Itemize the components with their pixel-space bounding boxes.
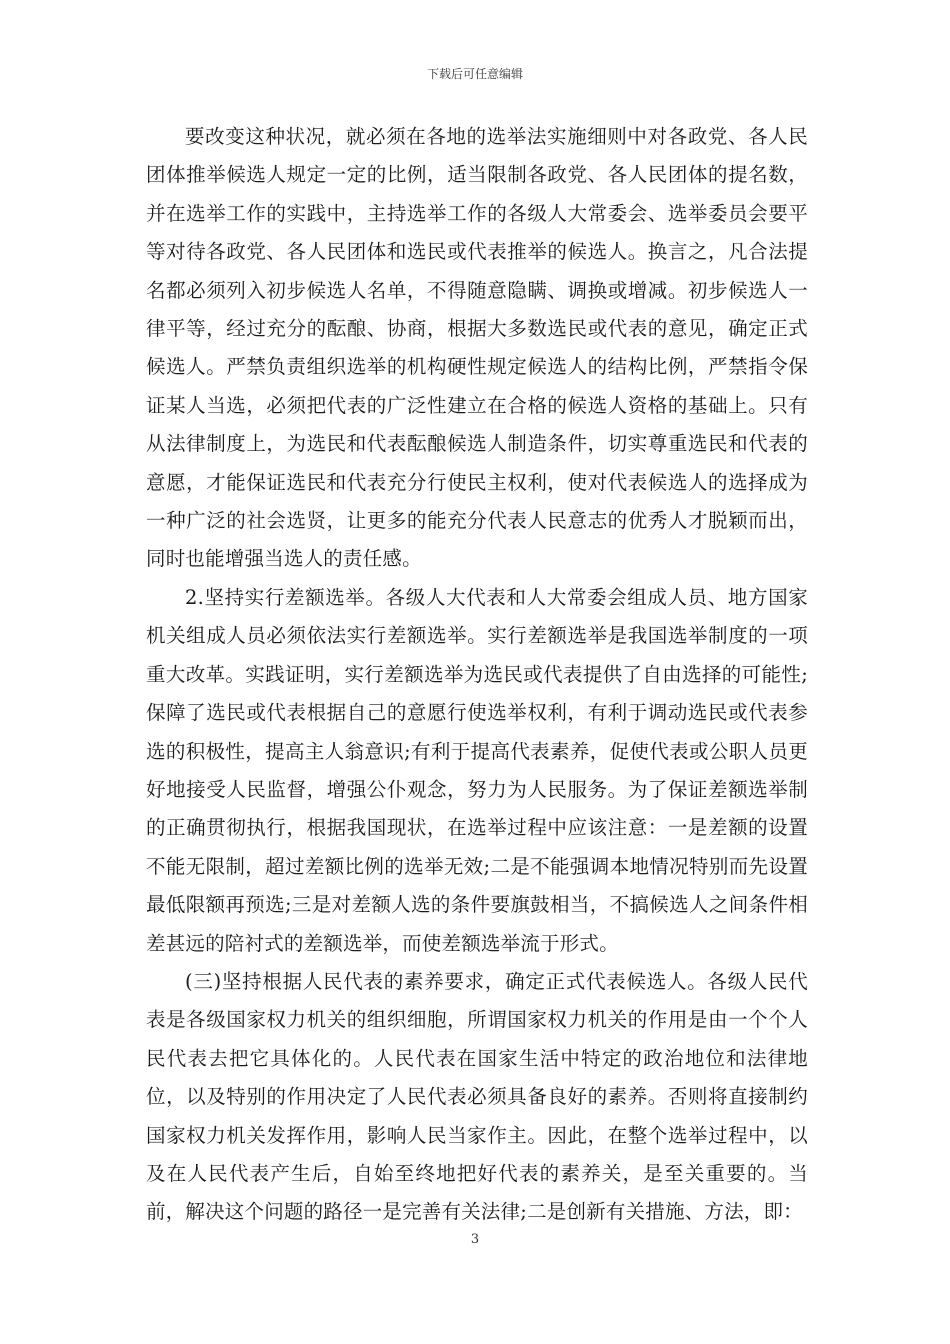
paragraph: 2.坚持实行差额选举。各级人大代表和人大常委会组成人员、地方国家机关组成人员必须依法实行差额选举。实行差额选举是我国选举制度的一项重大改革。实践证明，实行差额选举为选民或代表提供了自由选择的可能性;保障了选民或代表根据自己的意愿行使选举权利，有利于调动选民或代表参选的积极性，提高主人翁意识;有利于提高代表素养，促使代表或公职人员更好地接受人民监督，增强公仆观念，努力为人民服务。为了保证差额选举制的正确贯彻执行，根据我国现状，在选举过程中应该注意：一是差额的设置不能无限制，超过差额比例的选举无效;二是不能强调本地情况特别而先设置最低限额再预选;三是对差额人选的条件要旗鼓相当，不搞候选人之间条件相差甚远的陪衬式的差额选举，而使差额选举流于形式。	[146, 585, 808, 955]
paragraph: (三)坚持根据人民代表的素养要求，确定正式代表候选人。各级人民代表是各级国家权力机关的组织细胞，所谓国家权力机关的作用是由一个个人民代表去把它具体化的。人民代表在国家生活中特定的政治地位和法律地位，以及特别的作用决定了人民代表必须具备良好的素养。否则将直接制约国家权力机关发挥作用，影响人民当家作主。因此，在整个选举过程中，以及在人民代表产生后，自始至终地把好代表的素养关，是至关重要的。当前，解决这个问题的路径一是完善有关法律;二是创新有关措施、方法，即：	[146, 969, 808, 1224]
document-body	[146, 118, 808, 1232]
page-header: 下载后可任意编辑	[426, 67, 523, 81]
paragraph: 要改变这种状况，就必须在各地的选举法实施细则中对各政党、各人民团体推举候选人规定一定的比例，适当限制各政党、各人民团体的提名数，并在选举工作的实践中，主持选举工作的各级人大常委会、选举委员会要平等对待各政党、各人民团体和选民或代表推举的候选人。换言之，凡合法提名都必须列入初步候选人名单，不得随意隐瞒、调换或增减。初步候选人一律平等，经过充分的酝酿、协商，根据大多数选民或代表的意见，确定正式候选人。严禁负责组织选举的机构硬性规定候选人的结构比例，严禁指令保证某人当选，必须把代表的广泛性建立在合格的候选人资格的基础上。只有从法律制度上，为选民和代表酝酿候选人制造条件，切实尊重选民和代表的意愿，才能保证选民和代表充分行使民主权利，使对代表候选人的选择成为一种广泛的社会选贤，让更多的能充分代表人民意志的优秀人才脱颖而出，同时也能增强当选人的责任感。	[146, 125, 808, 571]
page-number: 3	[470, 1232, 480, 1247]
